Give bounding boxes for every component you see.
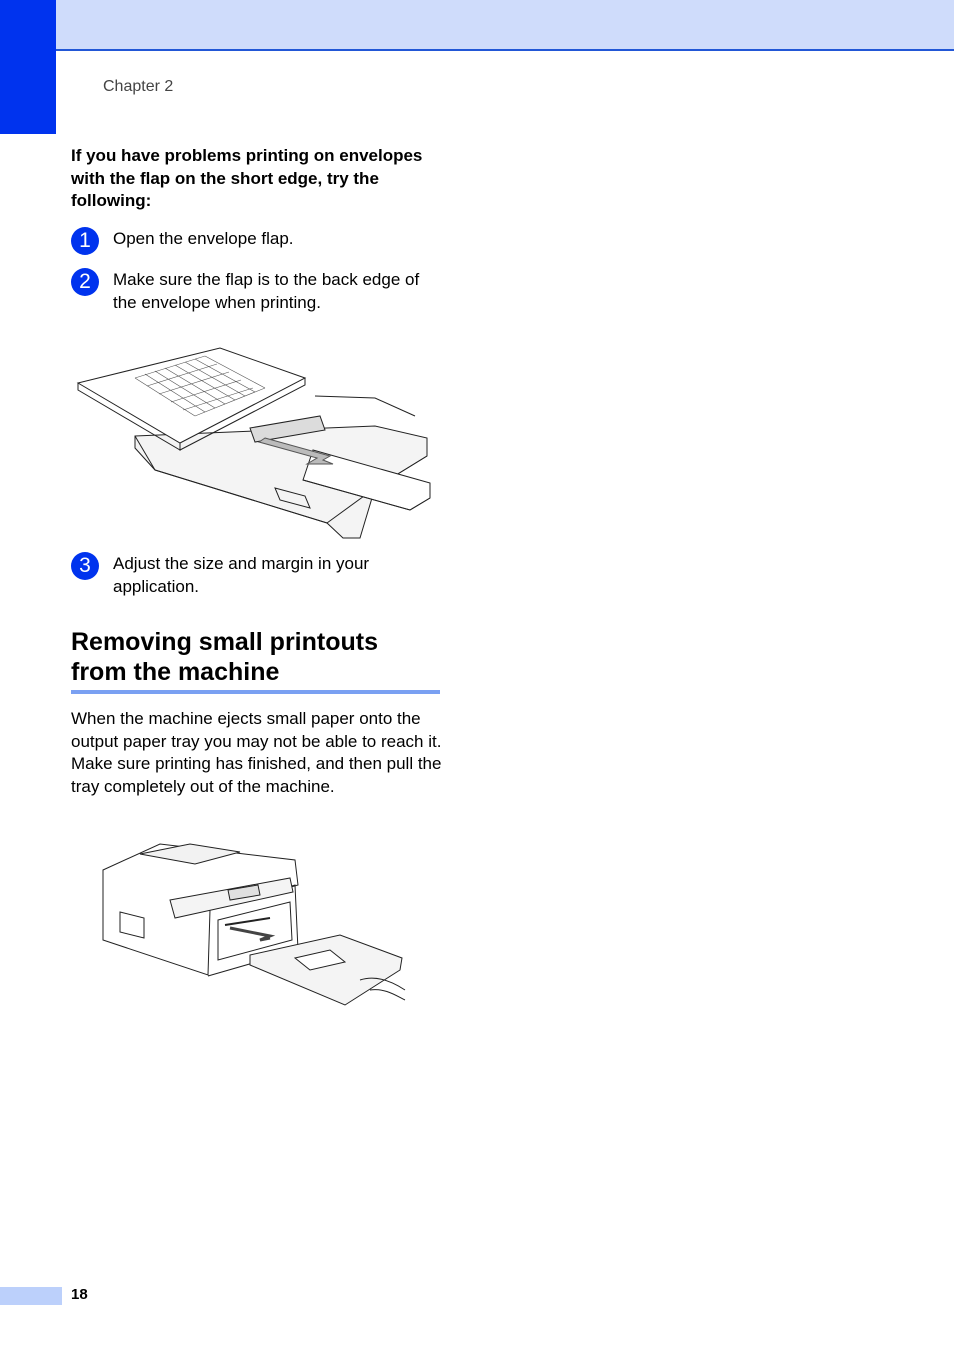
- step-text: Open the envelope flap.: [113, 229, 294, 248]
- chapter-tab: [0, 0, 56, 134]
- step-number-badge: 2: [71, 268, 99, 296]
- footer-band: [0, 1287, 62, 1305]
- section-body: When the machine ejects small paper onto the output paper tray you may not be able to reach it. Make sure printing has finished, and then pull the tray completely out of the machine.: [71, 709, 442, 796]
- step-text: Adjust the size and margin in your application.: [113, 554, 370, 596]
- intro-heading: If you have problems printing on envelopes with the flap on the short edge, try the following:: [71, 146, 423, 210]
- page-number: 18: [71, 1286, 88, 1303]
- chapter-label: Chapter 2: [103, 78, 174, 95]
- step-number-badge: 1: [71, 227, 99, 255]
- envelope-tray-illustration: [75, 338, 440, 543]
- step-text: Make sure the flap is to the back edge of the envelope when printing.: [113, 270, 420, 312]
- section-heading: Removing small printouts from the machine: [71, 628, 378, 686]
- step-number-badge: 3: [71, 552, 99, 580]
- section-divider: [71, 690, 440, 694]
- header-band: [0, 0, 954, 51]
- machine-tray-illustration: [100, 840, 410, 1012]
